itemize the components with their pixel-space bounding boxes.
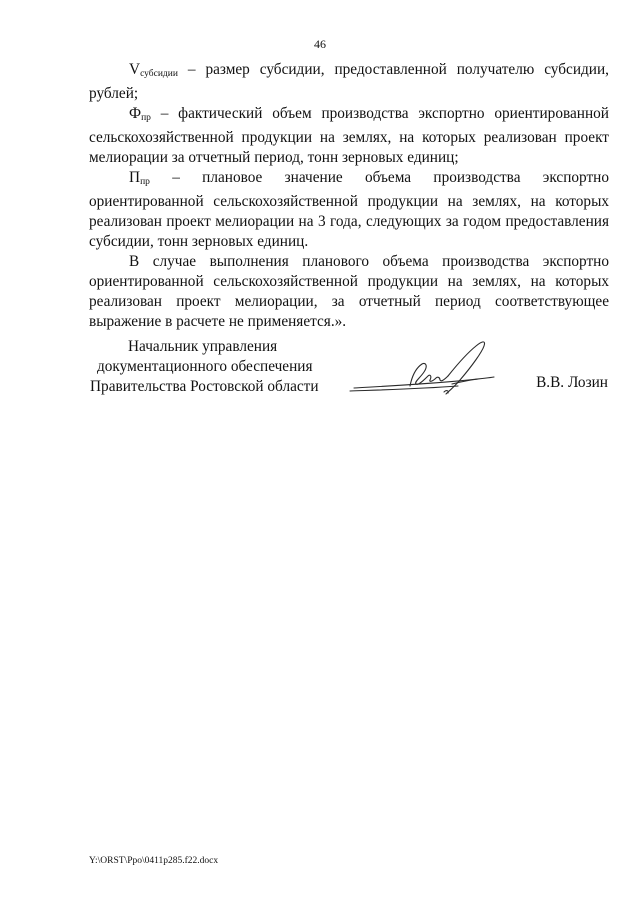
definition-symbol: П [129, 169, 141, 186]
page-number: 46 [314, 37, 326, 51]
definition-text: – плановое значение объема производства экспортно ориентированной сельскохозяйственной продукции на землях, на которых реализован проект мелиорации на 3 года, следующих за годом предоставления субсидии, тонн зерновых единиц. [89, 169, 609, 250]
definition-subsidy [89, 60, 609, 104]
definition-symbol: Ф [129, 105, 142, 122]
signatory-title-line: Правительства Ростовской области [90, 378, 319, 395]
definition-subscript: пр [140, 177, 150, 187]
document-body [89, 60, 609, 332]
closing-paragraph: В случае выполнения планового объема производства экспортно ориентированной сельскохозяйственной продукции на землях, на которых реализован проект мелиорации, за отчетный период соответствующее выражение в расчете не применяется.». [89, 253, 609, 330]
definition-text: – размер субсидии, предоставленной получателю субсидии, рублей; [89, 61, 609, 102]
definition-planned-volume [89, 168, 609, 252]
definition-actual-volume [89, 104, 609, 168]
signatory-title [90, 337, 320, 397]
definition-symbol: V [129, 61, 141, 78]
handwritten-signature [348, 336, 508, 402]
signatory-title-line: Начальник управления [128, 338, 278, 355]
file-path: Y:\ORST\Ppo\0411p285.f22.docx [89, 856, 219, 866]
definition-subscript: пр [141, 113, 151, 123]
signatory-title-line: документационного обеспечения [97, 358, 313, 375]
signatory-name: В.В. Лозин [536, 374, 608, 391]
definition-subscript: субсидии [140, 69, 178, 79]
definition-text: – фактический объем производства экспортно ориентированной сельскохозяйственной продукции на землях, на которых реализован проект мелиорации за отчетный период, тонн зерновых единиц; [89, 105, 609, 166]
